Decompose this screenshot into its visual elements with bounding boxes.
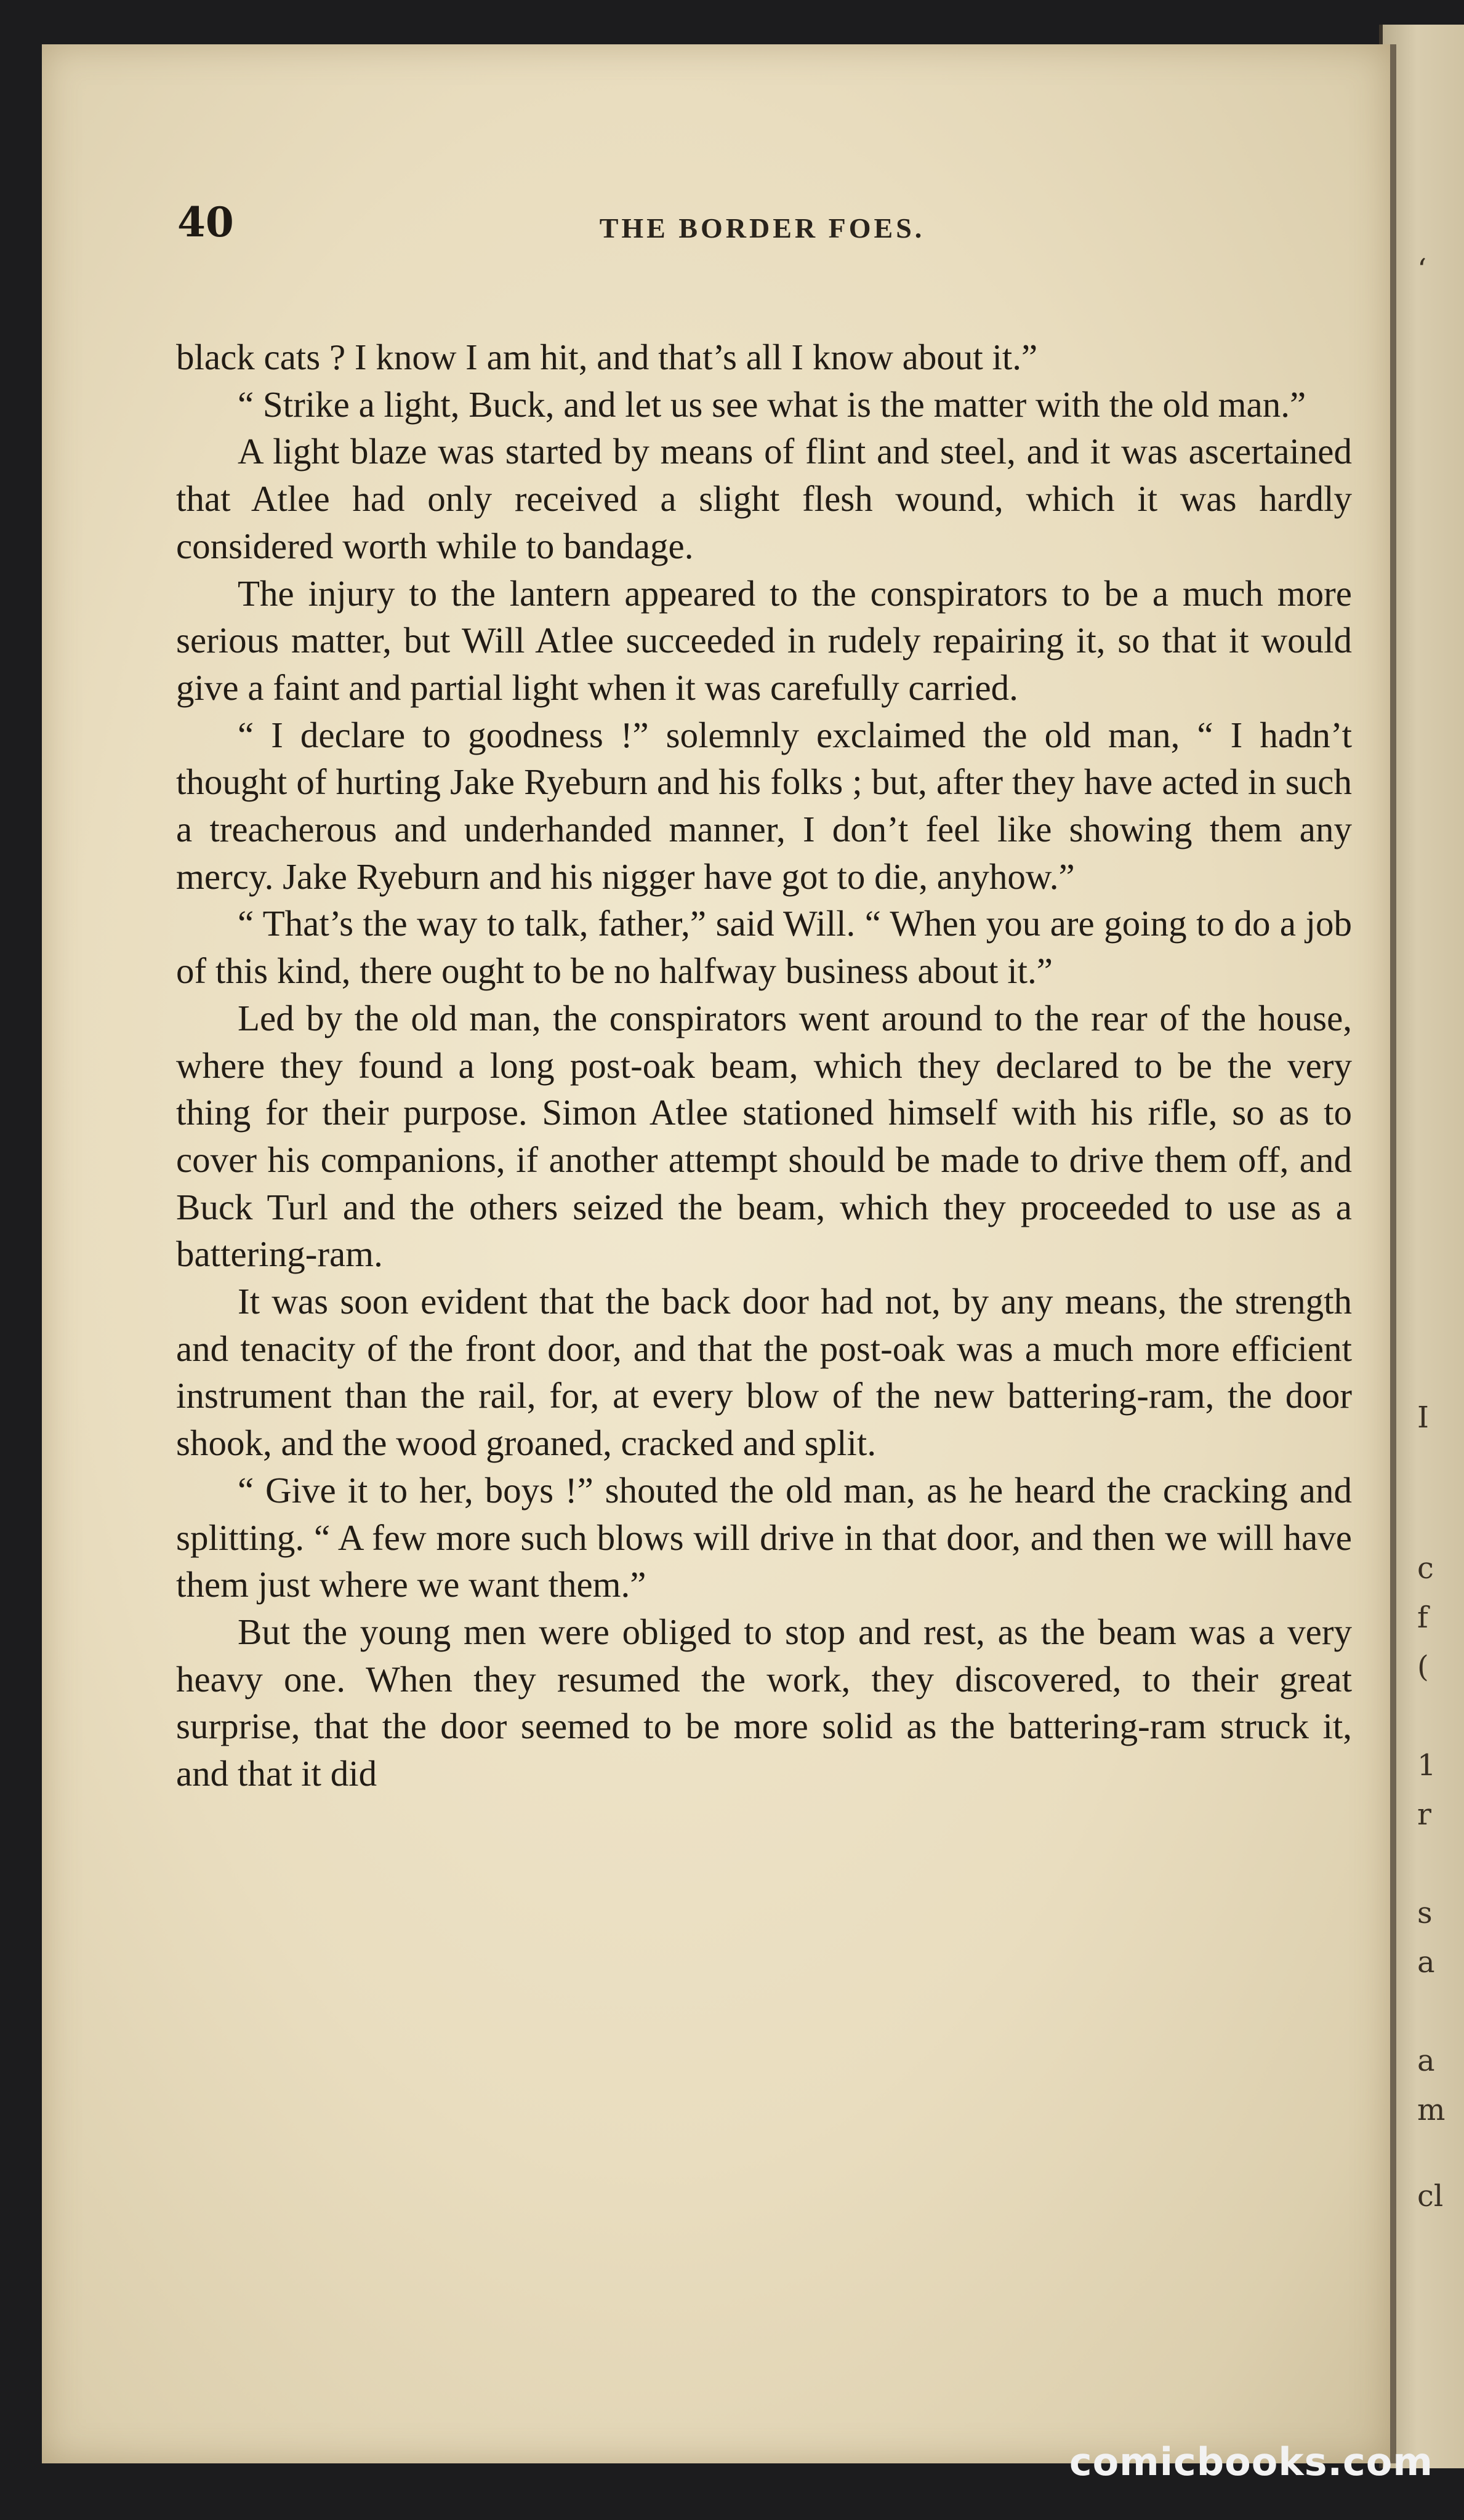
paragraph: It was soon evident that the back door had not, by any means, the strength and tenacity of the front door, and that the post-oak was a much more efficient instrument than the rail, for, at every blow of the new battering-ram, the door shook, and the wood groaned, cracked and split. — [176, 1281, 1352, 1464]
next-page-fragment: m — [1417, 2093, 1446, 2127]
paragraph: “ Give it to her, boys !” shouted the old man, as he heard the cracking and splitting. “ A few more such blows will drive in that door, and then we will have them just where we want them.” — [176, 1469, 1352, 1605]
next-page-fragment: 1 — [1417, 1748, 1436, 1783]
body-text — [176, 334, 1352, 1797]
paragraph: The injury to the lantern appeared to the conspirators to be a much more serious matter, but Will Atlee succeeded in rudely repairing it, so that it would give a faint and partial light when it was carefully carried. — [176, 572, 1352, 708]
next-page-fragment: ‘ — [1417, 252, 1427, 287]
next-page-fragment: r — [1417, 1797, 1431, 1832]
paragraph: But the young men were obliged to stop and rest, as the beam was a very heavy one. When they resumed the work, they discovered, to their great surprise, that the door seemed to be more solid as the battering-ram struck it, and that it did — [176, 1611, 1352, 1794]
paragraph: Led by the old man, the conspirators went around to the rear of the house, where they found a long post-oak beam, which they declared to be the very thing for their purpose. Simon Atlee stationed himself with his rifle, so as to cover his companions, if another attempt should be made to drive them off, and Buck Turl and the others seized the beam, which they proceeded to use as a battering-ram. — [176, 997, 1352, 1275]
next-page-fragment: s — [1417, 1896, 1433, 1930]
next-page-fragment: a — [1417, 2044, 1435, 2078]
paragraph: “ That’s the way to talk, father,” said Will. “ When you are going to do a job of this kind, there ought to be no halfway business about it.” — [176, 903, 1352, 992]
paragraph: black cats ? I know I am hit, and that’s all I know about it.” — [176, 337, 1038, 377]
next-page-fragment: cl — [1417, 2179, 1444, 2213]
running-title: THE BORDER FOES. — [599, 212, 925, 244]
next-page-fragment: I — [1417, 1400, 1429, 1435]
paragraph: A light blaze was started by means of flint and steel, and it was ascertained that Atlee had only received a slight flesh wound, which it was hardly considered worth while to bandage. — [176, 431, 1352, 566]
next-page-fragment: c — [1417, 1551, 1434, 1586]
next-page-fragment: f — [1417, 1600, 1428, 1635]
next-page-fragment: ( — [1417, 1650, 1429, 1684]
page-number: 40 — [177, 198, 234, 246]
paragraph: “ Strike a light, Buck, and let us see what is the matter with the old man.” — [238, 383, 1306, 425]
next-page-fragment: a — [1417, 1945, 1435, 1980]
page-header — [177, 198, 1347, 272]
paragraph: “ I declare to goodness !” solemnly exclaimed the old man, “ I hadn’t thought of hurting Jake Ryeburn and his folks ; but, after they have acted in such a treacherous and underhanded manner, I don’t feel like showing them any mercy. Jake Ryeburn and his nigger have got to die, anyhow.” — [176, 714, 1352, 897]
book-page — [42, 44, 1396, 2463]
watermark: comicbooks.com — [1069, 2439, 1433, 2484]
